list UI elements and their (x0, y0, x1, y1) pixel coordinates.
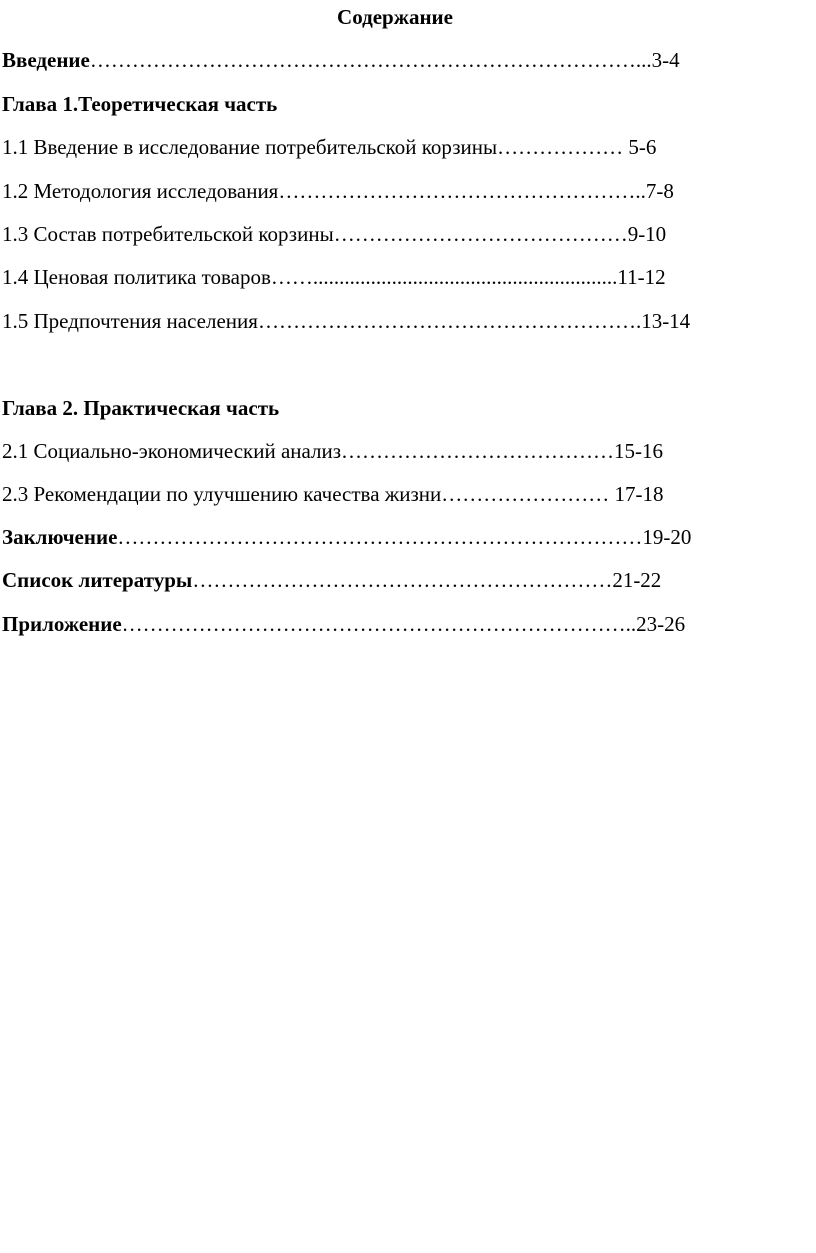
toc-entry-introduction (2, 47, 680, 73)
toc-entry-pages: 5-6 (628, 135, 657, 159)
toc-entry-pages: 13-14 (641, 309, 691, 333)
toc-entry-1-3 (2, 221, 666, 247)
toc-entry-appendix (2, 611, 685, 637)
toc-entry-2-3 (2, 481, 664, 507)
toc-entry-leader: ……………………………………………………………………... (89, 48, 652, 72)
toc-entry-label: 1.3 Состав потребительской корзины (2, 222, 334, 246)
toc-entry-label: 1.2 Методология исследования (2, 179, 279, 203)
toc-entry-pages: 11-12 (617, 265, 666, 289)
toc-entry-leader: …………………………………………….. (278, 179, 646, 203)
toc-entry-pages: 17-18 (614, 482, 664, 506)
toc-entry-pages: 3-4 (651, 48, 680, 72)
toc-entry-leader: ……………… (497, 135, 629, 159)
toc-entry-1-2 (2, 178, 674, 204)
toc-chapter-2-heading: Глава 2. Практическая часть (2, 396, 280, 420)
toc-entry-pages: 21-22 (612, 568, 662, 592)
toc-entry-label: Введение (2, 48, 90, 72)
toc-entry-label: 2.3 Рекомендации по улучшению качества жизни (2, 482, 442, 506)
toc-entry-leader: ………………………………………………. (257, 309, 642, 333)
toc-chapter-1-heading: Глава 1.Теоретическая часть (2, 92, 278, 116)
toc-entry-2-1 (2, 438, 663, 464)
toc-entry-conclusion (2, 524, 691, 550)
toc-entry-1-4 (2, 264, 666, 290)
toc-entry-label: 2.1 Социально-экономический анализ (2, 439, 342, 463)
toc-entry-1-5 (2, 308, 690, 334)
toc-entry-leader: …………………………………………………… (192, 568, 613, 592)
toc-entry-pages: 15-16 (614, 439, 664, 463)
toc-title: Содержание (337, 5, 453, 29)
toc-entry-pages: 19-20 (642, 525, 692, 549)
toc-entry-label: Заключение (2, 525, 118, 549)
toc-entry-leader: ……………………………………………………………….. (121, 612, 637, 636)
toc-entry-label: Приложение (2, 612, 122, 636)
toc-entry-label: 1.5 Предпочтения населения (2, 309, 258, 333)
toc-entry-leader: …………………… (441, 482, 615, 506)
toc-entry-pages: 9-10 (627, 222, 667, 246)
toc-entry-label: Список литературы (2, 568, 193, 592)
toc-entry-leader: ………………………………………………………………… (117, 525, 643, 549)
toc-entry-leader: …………………………………… (333, 222, 628, 246)
toc-entry-references (2, 567, 661, 593)
toc-entry-label: 1.1 Введение в исследование потребительской корзины (2, 135, 498, 159)
toc-entry-pages: 7-8 (645, 179, 674, 203)
toc-entry-label: 1.4 Ценовая политика товаров (2, 265, 271, 289)
toc-entry-leader: …….......................................................... (270, 265, 618, 289)
toc-entry-1-1 (2, 134, 656, 160)
toc-entry-pages: 23-26 (636, 612, 686, 636)
toc-entry-leader: ………………………………… (341, 439, 615, 463)
